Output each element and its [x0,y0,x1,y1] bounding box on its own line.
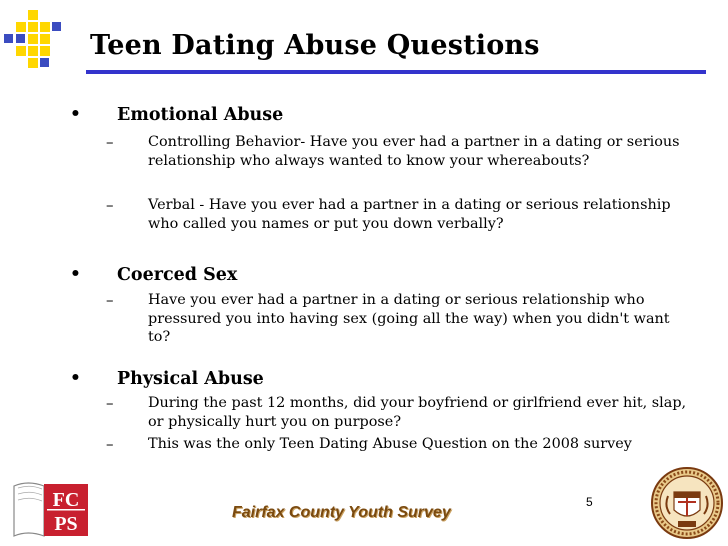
section-coerced-sex [0,264,728,368]
question-text: Have you ever had a partner in a dating or serious relationship who pressured you into having sex (going all the way) when you didn't want to? [148,292,670,345]
question-text: This was the only Teen Dating Abuse Question on the 2008 survey [148,436,632,452]
list-item [106,394,693,431]
dash-marker: – [106,394,114,412]
list-item [106,196,693,233]
footer-survey-name: Fairfax County Youth Survey [232,504,451,521]
title-underline [86,70,706,74]
slide-title: Teen Dating Abuse Questions [90,30,540,61]
dash-marker: – [106,435,114,453]
dash-marker: – [106,291,114,309]
svg-text:FC: FC [52,489,80,511]
section-physical-abuse [0,368,728,454]
county-seal [650,466,724,540]
list-item [106,291,693,347]
corner-decoration [0,0,80,80]
list-item [106,133,693,170]
question-text: Verbal - Have you ever had a partner in a dating or serious relationship who called you names or put you down verbally? [148,197,671,232]
bullet: • [70,368,81,388]
section-heading: Physical Abuse [117,369,264,389]
svg-text:PS: PS [54,513,78,535]
bullet: • [70,264,81,284]
dash-marker: – [106,133,114,151]
question-text: During the past 12 months, did your boyfriend or girlfriend ever hit, slap, or physically hurt you on purpose? [148,395,687,430]
dash-marker: – [106,196,114,214]
fcps-logo [10,478,90,540]
page-number: 5 [586,495,593,509]
section-heading: Emotional Abuse [117,105,284,125]
question-text: Controlling Behavior- Have you ever had a partner in a dating or serious relationship who always wanted to know your whereabouts? [148,134,680,169]
bullet: • [70,104,81,124]
list-item [106,435,693,454]
section-heading: Coerced Sex [117,265,238,285]
section-emotional-abuse [0,104,728,264]
slide-content [0,104,728,454]
